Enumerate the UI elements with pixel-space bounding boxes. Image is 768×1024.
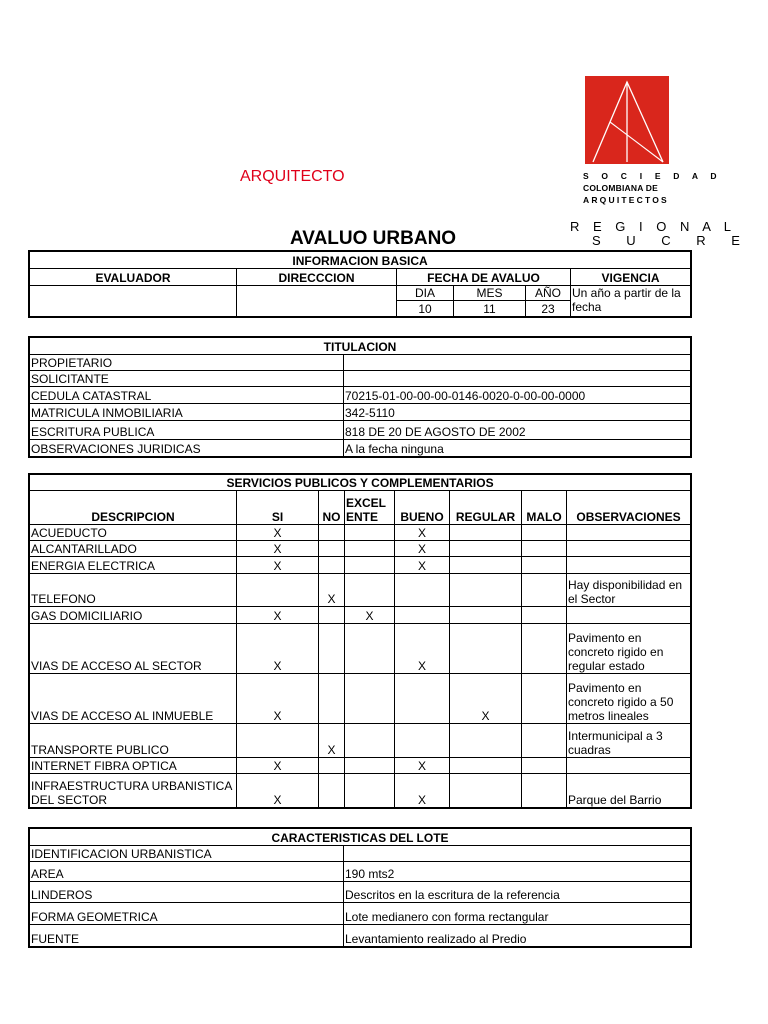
servicio-observacion: Pavimento en concreto rigido en regular estado [567, 624, 691, 674]
lote-value: Descritos en la escritura de la referencia [344, 882, 691, 903]
servicio-observacion: Intermunicipal a 3 cuadras [567, 724, 691, 758]
servicio-no-mark [319, 774, 345, 808]
servicio-si-mark: X [237, 607, 319, 624]
servicio-no-mark [319, 758, 345, 774]
servicio-observacion [567, 557, 691, 574]
servicio-regular-mark [450, 541, 522, 557]
lote-table [29, 828, 691, 947]
titulacion-label: MATRICULA INMOBILIARIA [30, 404, 344, 421]
servicio-exc-mark [345, 674, 395, 724]
titulacion-value: 70215-01-00-00-00-0146-0020-0-00-00-0000 [344, 387, 691, 404]
servicio-exc-mark [345, 774, 395, 808]
servicio-si-mark: X [237, 774, 319, 808]
servicio-no-mark: X [319, 724, 345, 758]
titulacion-value: 342-5110 [344, 404, 691, 421]
excelente-header [345, 491, 395, 525]
logo-line-1: S O C I E D A D [583, 171, 722, 181]
servicio-bueno-mark: X [395, 774, 450, 808]
servicio-malo-mark [522, 574, 567, 607]
servicio-si-mark: X [237, 557, 319, 574]
servicio-observacion: Pavimento en concreto rigido a 50 metros lineales [567, 674, 691, 724]
servicio-si-mark: X [237, 541, 319, 557]
servicio-bueno-mark: X [395, 541, 450, 557]
titulacion-row [30, 355, 691, 371]
regular-header: REGULAR [450, 491, 522, 525]
servicio-malo-mark [522, 557, 567, 574]
servicio-malo-mark [522, 774, 567, 808]
servicio-descripcion: INFRAESTRUCTURA URBANISTICA DEL SECTOR [30, 774, 237, 808]
servicio-observacion: Parque del Barrio [567, 774, 691, 808]
dia-value: 10 [397, 301, 454, 317]
observaciones-header: OBSERVACIONES [567, 491, 691, 525]
lote-row [30, 925, 691, 947]
arquitecto-label: ARQUITECTO [240, 168, 345, 185]
servicio-no-mark [319, 624, 345, 674]
titulacion-row [30, 440, 691, 457]
servicio-si-mark: X [237, 624, 319, 674]
titulacion-value: 818 DE 20 DE AGOSTO DE 2002 [344, 421, 691, 440]
servicio-si-mark [237, 574, 319, 607]
servicio-regular-mark [450, 557, 522, 574]
titulacion-value [344, 355, 691, 371]
servicio-descripcion: VIAS DE ACCESO AL INMUEBLE [30, 674, 237, 724]
servicio-exc-mark: X [345, 607, 395, 624]
servicio-regular-mark [450, 774, 522, 808]
servicio-row [30, 574, 691, 607]
servicio-row [30, 525, 691, 541]
basica-title: INFORMACION BASICA [30, 252, 691, 269]
servicio-si-mark: X [237, 525, 319, 541]
titulacion-value: A la fecha ninguna [344, 440, 691, 457]
lote-row [30, 882, 691, 903]
lote-value: Levantamiento realizado al Predio [344, 925, 691, 947]
regional-label: R E G I O N A L [570, 219, 737, 234]
servicio-observacion [567, 758, 691, 774]
servicio-descripcion: VIAS DE ACCESO AL SECTOR [30, 624, 237, 674]
servicio-malo-mark [522, 541, 567, 557]
vigencia-header: VIGENCIA [571, 269, 691, 286]
servicio-si-mark: X [237, 674, 319, 724]
titulacion-label: OBSERVACIONES JURIDICAS [30, 440, 344, 457]
ano-value: 23 [526, 301, 571, 317]
servicio-descripcion: ENERGIA ELECTRICA [30, 557, 237, 574]
servicio-descripcion: TELEFONO [30, 574, 237, 607]
servicio-no-mark: X [319, 574, 345, 607]
servicio-no-mark [319, 557, 345, 574]
lote-row [30, 846, 691, 862]
servicio-descripcion: INTERNET FIBRA OPTICA [30, 758, 237, 774]
servicio-regular-mark [450, 574, 522, 607]
dia-label: DIA [397, 286, 454, 301]
servicio-malo-mark [522, 607, 567, 624]
no-header: NO [319, 491, 345, 525]
evaluador-header: EVALUADOR [30, 269, 237, 286]
servicio-bueno-mark: X [395, 758, 450, 774]
lote-label: AREA [30, 862, 344, 882]
servicio-no-mark [319, 541, 345, 557]
titulacion-row [30, 404, 691, 421]
servicio-si-mark [237, 724, 319, 758]
titulacion-label: SOLICITANTE [30, 371, 344, 387]
servicio-descripcion: TRANSPORTE PUBLICO [30, 724, 237, 758]
si-header: SI [237, 491, 319, 525]
servicio-bueno-mark [395, 607, 450, 624]
servicio-exc-mark [345, 541, 395, 557]
servicio-no-mark [319, 607, 345, 624]
titulacion-title: TITULACION [30, 338, 691, 355]
servicio-regular-mark [450, 624, 522, 674]
titulacion-row [30, 371, 691, 387]
servicio-row [30, 624, 691, 674]
titulacion-table [29, 337, 691, 457]
servicio-malo-mark [522, 674, 567, 724]
excelente-header-2: ENTE [346, 510, 379, 524]
servicio-regular-mark: X [450, 674, 522, 724]
servicio-exc-mark [345, 525, 395, 541]
servicio-no-mark [319, 525, 345, 541]
servicio-row [30, 774, 691, 808]
page-title: AVALUO URBANO [290, 228, 457, 249]
servicio-observacion: Hay disponibilidad en el Sector [567, 574, 691, 607]
servicio-bueno-mark: X [395, 525, 450, 541]
servicio-exc-mark [345, 724, 395, 758]
servicio-malo-mark [522, 525, 567, 541]
servicio-row [30, 674, 691, 724]
servicio-regular-mark [450, 525, 522, 541]
servicios-table [29, 474, 691, 808]
malo-header: MALO [522, 491, 567, 525]
servicio-malo-mark [522, 724, 567, 758]
excelente-header-1: EXCEL [346, 496, 387, 510]
servicio-exc-mark [345, 557, 395, 574]
mes-value: 11 [454, 301, 526, 317]
servicio-malo-mark [522, 758, 567, 774]
servicio-descripcion: ACUEDUCTO [30, 525, 237, 541]
servicio-observacion [567, 607, 691, 624]
sca-logo [585, 76, 669, 164]
lote-label: IDENTIFICACION URBANISTICA [30, 846, 344, 862]
titulacion-value [344, 371, 691, 387]
servicio-regular-mark [450, 758, 522, 774]
evaluador-value [30, 286, 237, 317]
servicio-row [30, 541, 691, 557]
servicio-bueno-mark: X [395, 624, 450, 674]
servicios-title: SERVICIOS PUBLICOS Y COMPLEMENTARIOS [30, 475, 691, 491]
servicio-bueno-mark [395, 674, 450, 724]
logo-line-2: COLOMBIANA DE [583, 183, 659, 193]
lote-label: FORMA GEOMETRICA [30, 903, 344, 925]
bueno-header: BUENO [395, 491, 450, 525]
lote-label: FUENTE [30, 925, 344, 947]
servicio-exc-mark [345, 574, 395, 607]
servicio-regular-mark [450, 724, 522, 758]
servicio-row [30, 724, 691, 758]
servicio-descripcion: ALCANTARILLADO [30, 541, 237, 557]
lote-value: Lote medianero con forma rectangular [344, 903, 691, 925]
direccion-header: DIRECCCION [237, 269, 397, 286]
vigencia-value: Un año a partir de la fecha [571, 286, 691, 317]
lote-row [30, 862, 691, 882]
servicio-malo-mark [522, 624, 567, 674]
servicio-bueno-mark [395, 724, 450, 758]
servicio-no-mark [319, 674, 345, 724]
mes-label: MES [454, 286, 526, 301]
a-letter-icon [585, 76, 669, 164]
servicio-descripcion: GAS DOMICILIARIO [30, 607, 237, 624]
servicio-row [30, 557, 691, 574]
lote-row [30, 903, 691, 925]
servicio-observacion [567, 541, 691, 557]
lote-value [344, 846, 691, 862]
direccion-value [237, 286, 397, 317]
servicio-si-mark: X [237, 758, 319, 774]
informacion-basica-table [29, 251, 691, 317]
lote-label: LINDEROS [30, 882, 344, 903]
servicio-exc-mark [345, 758, 395, 774]
titulacion-row [30, 387, 691, 404]
titulacion-label: ESCRITURA PUBLICA [30, 421, 344, 440]
descripcion-header: DESCRIPCION [30, 491, 237, 525]
servicio-observacion [567, 525, 691, 541]
logo-line-3: ARQUITECTOS [583, 195, 669, 205]
servicio-exc-mark [345, 624, 395, 674]
servicio-bueno-mark: X [395, 557, 450, 574]
fecha-header: FECHA DE AVALUO [397, 269, 571, 286]
titulacion-label: PROPIETARIO [30, 355, 344, 371]
titulacion-label: CEDULA CATASTRAL [30, 387, 344, 404]
servicio-regular-mark [450, 607, 522, 624]
servicio-row [30, 607, 691, 624]
lote-value: 190 mts2 [344, 862, 691, 882]
ano-label: AÑO [526, 286, 571, 301]
servicio-row [30, 758, 691, 774]
titulacion-row [30, 421, 691, 440]
servicio-bueno-mark [395, 574, 450, 607]
lote-title: CARACTERISTICAS DEL LOTE [30, 829, 691, 846]
sucre-label: S U C R E [592, 233, 751, 248]
